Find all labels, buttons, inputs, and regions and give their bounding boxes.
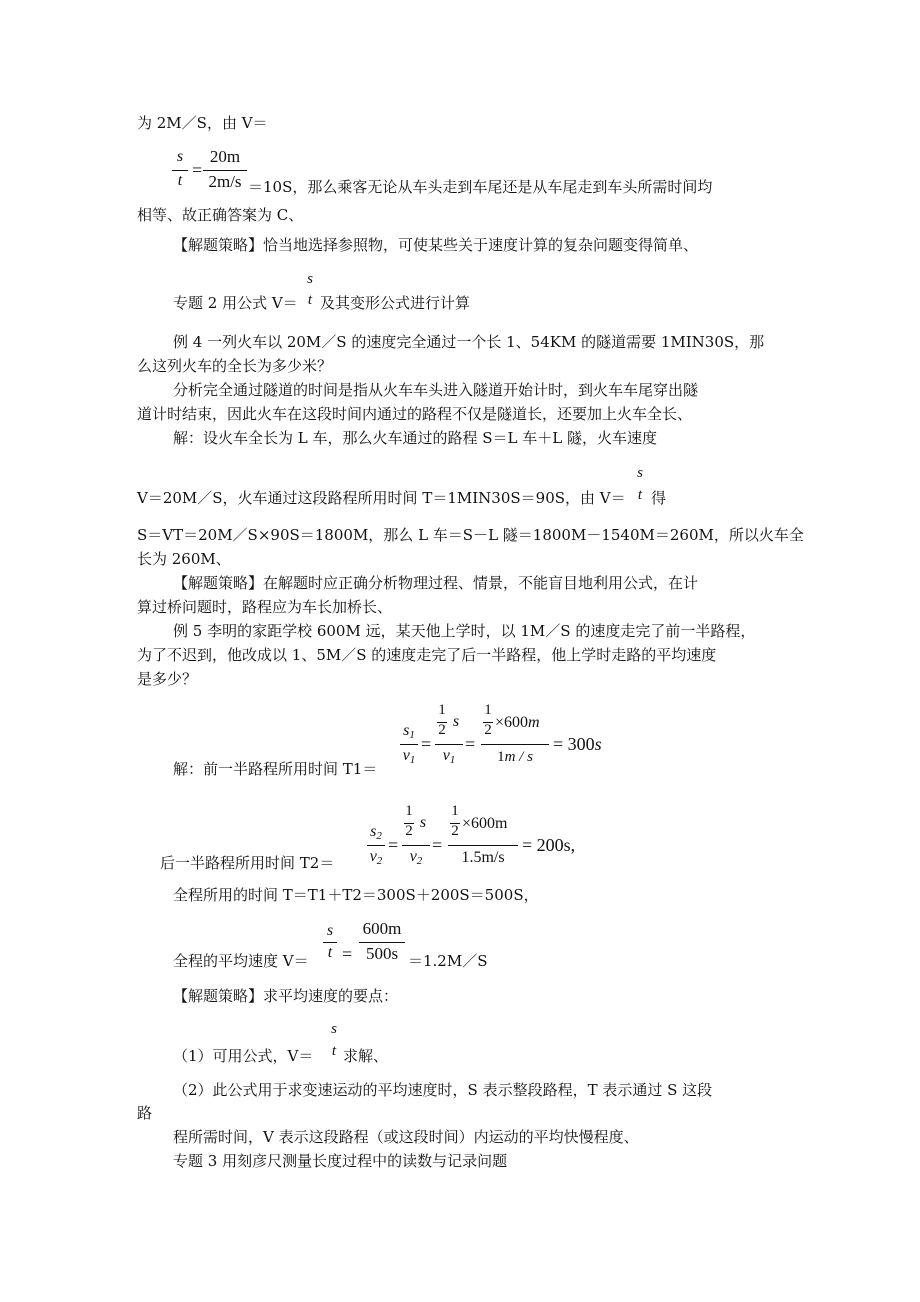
numerator: 600m xyxy=(362,919,402,938)
text-line: 例 5 李明的家距学校 600M 远，某天他上学时，以 1M／S 的速度走完了前一半路程， xyxy=(173,622,756,640)
text-line: 道计时结束，因此火车在这段时间内通过的路程不仅是隧道长，还要加上火车全长、 xyxy=(137,405,693,423)
section-heading: 及其变形公式进行计算 xyxy=(320,294,471,312)
half-denominator: 2 xyxy=(405,823,413,839)
text-line: 例 4 一列火车以 20M／S 的速度完全通过一个长 1、54KM 的隧道需要 1MIN30S，那 xyxy=(173,333,765,351)
text-line: 求解、 xyxy=(343,1047,389,1065)
fraction-bar xyxy=(323,942,337,943)
text-line: ＝1.2M／S xyxy=(408,952,488,970)
half-numerator: 1 xyxy=(451,803,459,819)
text-line: ＝10S，那么乘客无论从车头走到车尾还是从车尾走到车头所需时间均 xyxy=(248,178,713,196)
equals-sign: = xyxy=(342,944,353,964)
fraction-bar xyxy=(435,744,463,745)
half-denominator: 2 xyxy=(484,722,492,738)
numerator: s xyxy=(637,465,643,481)
text-line: 程所需时间，V 表示这段路程（或这段时间）内运动的平均快慢程度、 xyxy=(173,1128,639,1146)
text-line: S＝VT＝20M／S×90S＝1800M，那么 L 车＝S－L 隧＝1800M－1540M＝260M，所以火车全 xyxy=(137,526,804,544)
fraction-bar xyxy=(172,170,188,171)
text-line: 【解题策略】求平均速度的要点： xyxy=(173,987,399,1005)
path-s: s xyxy=(419,814,427,831)
product: ×600m xyxy=(495,714,540,731)
denominator: 2m/s xyxy=(208,172,242,191)
text-line: 解：前一半路程所用时间 T1＝ xyxy=(173,760,378,778)
denominator: v1 xyxy=(442,747,456,766)
section-heading: 专题 3 用刻彦尺测量长度过程中的读数与记录问题 xyxy=(173,1152,508,1170)
denominator: t xyxy=(177,172,183,189)
text-line: （2）此公式用于求变速运动的平均速度时，S 表示整段路程，T 表示通过 S 这段 xyxy=(173,1081,713,1099)
text-line: V＝20M／S，火车通过这段路程所用时间 T＝1MIN30S＝90S，由 V＝ xyxy=(137,489,626,507)
text-line: （1）可用公式，V＝ xyxy=(173,1047,314,1065)
denominator: t xyxy=(327,944,333,961)
text-line: 分析完全通过隧道的时间是指从火车车头进入隧道开始计时，到火车车尾穿出隧 xyxy=(173,381,699,399)
numerator: s xyxy=(176,148,184,165)
equals-sign: = xyxy=(192,160,203,180)
text-line: 后一半路程所用时间 T2＝ xyxy=(160,854,335,872)
denominator: t xyxy=(637,487,643,503)
fraction-bar xyxy=(402,845,430,846)
equals-sign: = xyxy=(465,734,476,754)
numerator: 20m xyxy=(209,147,241,166)
equals-sign: = xyxy=(388,835,399,855)
equals-sign: = xyxy=(432,835,443,855)
text-line: 全程所用的时间 T＝T1＋T2＝300S＋200S＝500S， xyxy=(173,886,539,904)
fraction-bar xyxy=(367,845,385,846)
denominator: v2 xyxy=(409,848,423,867)
fraction-bar xyxy=(203,170,247,171)
text-line: 【解题策略】在解题时应正确分析物理过程、情景，不能盲目地利用公式，在计 xyxy=(173,574,699,592)
half-denominator: 2 xyxy=(451,823,459,839)
denominator: v2 xyxy=(369,848,383,867)
text-line: 路 xyxy=(137,1104,153,1122)
path-s: s xyxy=(452,713,460,730)
half-numerator: 1 xyxy=(484,702,492,718)
fraction-bar xyxy=(481,744,549,745)
text-line: 算过桥问题时，路程应为车长加桥长、 xyxy=(137,598,393,616)
text-line: 为 2M／S，由 V＝ xyxy=(137,114,268,132)
text-line: 全程的平均速度 V＝ xyxy=(173,952,309,970)
fraction-bar xyxy=(400,744,418,745)
numerator: s xyxy=(307,271,313,287)
half-denominator: 2 xyxy=(438,722,446,738)
text-line: 解：设火车全长为 L 车，那么火车通过的路程 S＝L 车＋L 隧，火车速度 xyxy=(173,429,658,447)
numerator: s1 xyxy=(403,722,415,741)
result: = 200s, xyxy=(522,835,576,855)
text-line: 么这列火车的全长为多少米？ xyxy=(137,357,333,375)
result: = 300s xyxy=(553,734,602,754)
numerator: s2 xyxy=(370,823,382,842)
fraction-bar xyxy=(448,845,518,846)
product: ×600m xyxy=(462,815,508,832)
text-line: 为了不迟到，他改成以 1、5M／S 的速度走完了后一半路程，他上学时走路的平均速度 xyxy=(137,646,717,664)
denominator: 500s xyxy=(365,944,399,963)
text-line: 【解题策略】恰当地选择参照物，可使某些关于速度计算的复杂问题变得简单、 xyxy=(173,236,699,254)
numerator: s xyxy=(326,922,334,939)
denominator: t xyxy=(307,292,313,308)
denominator: 1m / s xyxy=(497,749,533,765)
text-line: 相等、故正确答案为 C、 xyxy=(137,206,304,224)
denominator: 1.5m/s xyxy=(461,849,505,866)
denominator: v1 xyxy=(402,747,416,766)
denominator: t xyxy=(331,1043,337,1059)
half-numerator: 1 xyxy=(438,702,446,718)
numerator: s xyxy=(331,1021,337,1037)
half-numerator: 1 xyxy=(405,803,413,819)
text-line: 是多少？ xyxy=(137,670,198,688)
section-heading: 专题 2 用公式 V＝ xyxy=(173,294,298,312)
fraction-bar xyxy=(359,942,405,943)
equals-sign: = xyxy=(421,734,432,754)
text-line: 长为 260M、 xyxy=(137,550,231,568)
text-line: 得 xyxy=(651,489,667,507)
